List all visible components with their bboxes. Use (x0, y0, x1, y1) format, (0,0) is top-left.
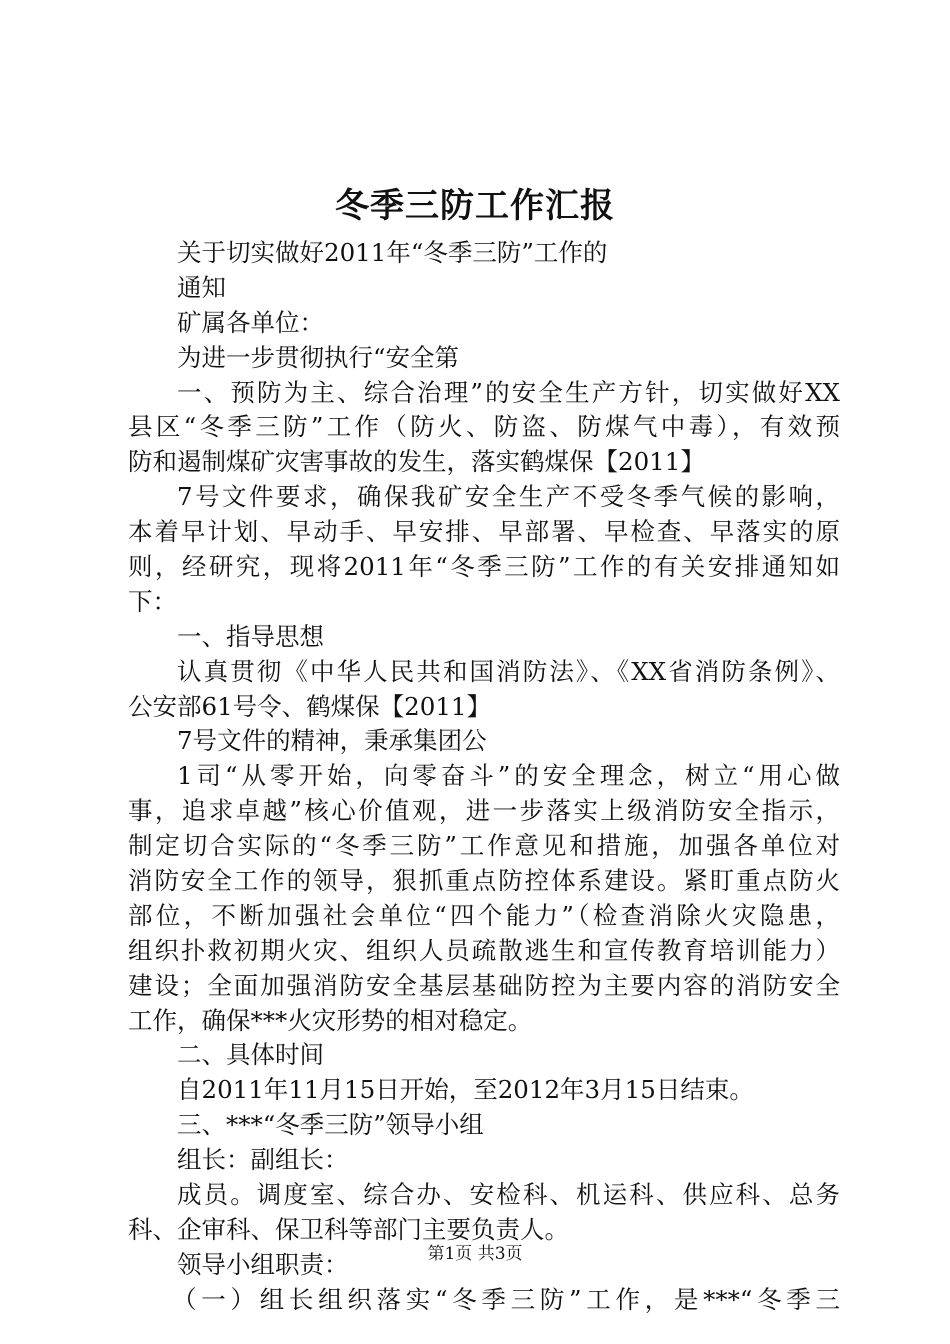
paragraph-line: 一、预防为主、综合治理”的安全生产方针，切实做好XX (177, 377, 840, 407)
paragraph-line: 矿属各单位： (177, 307, 324, 337)
paragraph-line: 则，经研究，现将2011年“冬季三防”工作的有关安排通知如 (128, 552, 840, 582)
paragraph-line: 本着早计划、早动手、早安排、早部署、早检查、早落实的原 (128, 517, 840, 547)
paragraph-line: 一、指导思想 (177, 621, 324, 651)
paragraph-line: 下： (128, 586, 177, 616)
paragraph-line: 领导小组职责： (177, 1249, 349, 1279)
paragraph-line: 制定切合实际的“冬季三防”工作意见和措施，加强各单位对 (128, 831, 840, 861)
paragraph-line: 建设；全面加强消防安全基层基础防控为主要内容的消防安全 (128, 970, 840, 1000)
paragraph-line: 防和遏制煤矿灾害事故的发生，落实鹤煤保【2011】 (128, 447, 705, 477)
paragraph-line: 关于切实做好2011年“冬季三防”工作的 (177, 238, 608, 267)
paragraph-line: （一）组长组织落实“冬季三防”工作，是***“冬季三 (172, 1284, 840, 1314)
paragraph-line: 通知 (177, 272, 226, 302)
document-title: 冬季三防工作汇报 (335, 186, 615, 226)
paragraph-line: 7号文件的精神，秉承集团公 (177, 726, 487, 756)
paragraph-line: 三、***“冬季三防”领导小组 (177, 1110, 484, 1140)
paragraph-line: 自2011年11月15日开始，至2012年3月15日结束。 (177, 1075, 754, 1105)
paragraph-line: 二、具体时间 (177, 1040, 324, 1070)
paragraph-line: 1司“从零开始，向零奋斗”的安全理念，树立“用心做 (177, 761, 840, 791)
paragraph-line: 部位，不断加强社会单位“四个能力”（检查消除火灾隐患， (128, 900, 840, 930)
paragraph-line: 公安部61号令、鹤煤保【2011】 (128, 691, 492, 721)
paragraph-line: 成员。调度室、综合办、安检科、机运科、供应科、总务 (177, 1180, 840, 1210)
page-footer: 第1页 共3页 (427, 1244, 523, 1264)
paragraph-line: 7号文件要求，确保我矿安全生产不受冬季气候的影响， (177, 482, 840, 512)
paragraph-line: 为进一步贯彻执行“安全第 (177, 342, 460, 372)
paragraph-line: 消防安全工作的领导，狠抓重点防控体系建设。紧盯重点防火 (128, 866, 840, 896)
paragraph-line: 工作，确保***火灾形势的相对稳定。 (128, 1005, 533, 1035)
paragraph-line: 组长：副组长： (177, 1145, 349, 1175)
paragraph-line: 认真贯彻《中华人民共和国消防法》、《XX省消防条例》、 (177, 656, 840, 686)
document-body (128, 236, 840, 1318)
paragraph-line: 组织扑救初期火灾、组织人员疏散逃生和宣传教育培训能力） (128, 935, 840, 965)
paragraph-line: 事，追求卓越”核心价值观，进一步落实上级消防安全指示， (128, 796, 840, 826)
paragraph-line: 县区“冬季三防”工作（防火、防盗、防煤气中毒），有效预 (128, 412, 840, 442)
paragraph-line: 科、企审科、保卫科等部门主要负责人。 (128, 1214, 569, 1244)
